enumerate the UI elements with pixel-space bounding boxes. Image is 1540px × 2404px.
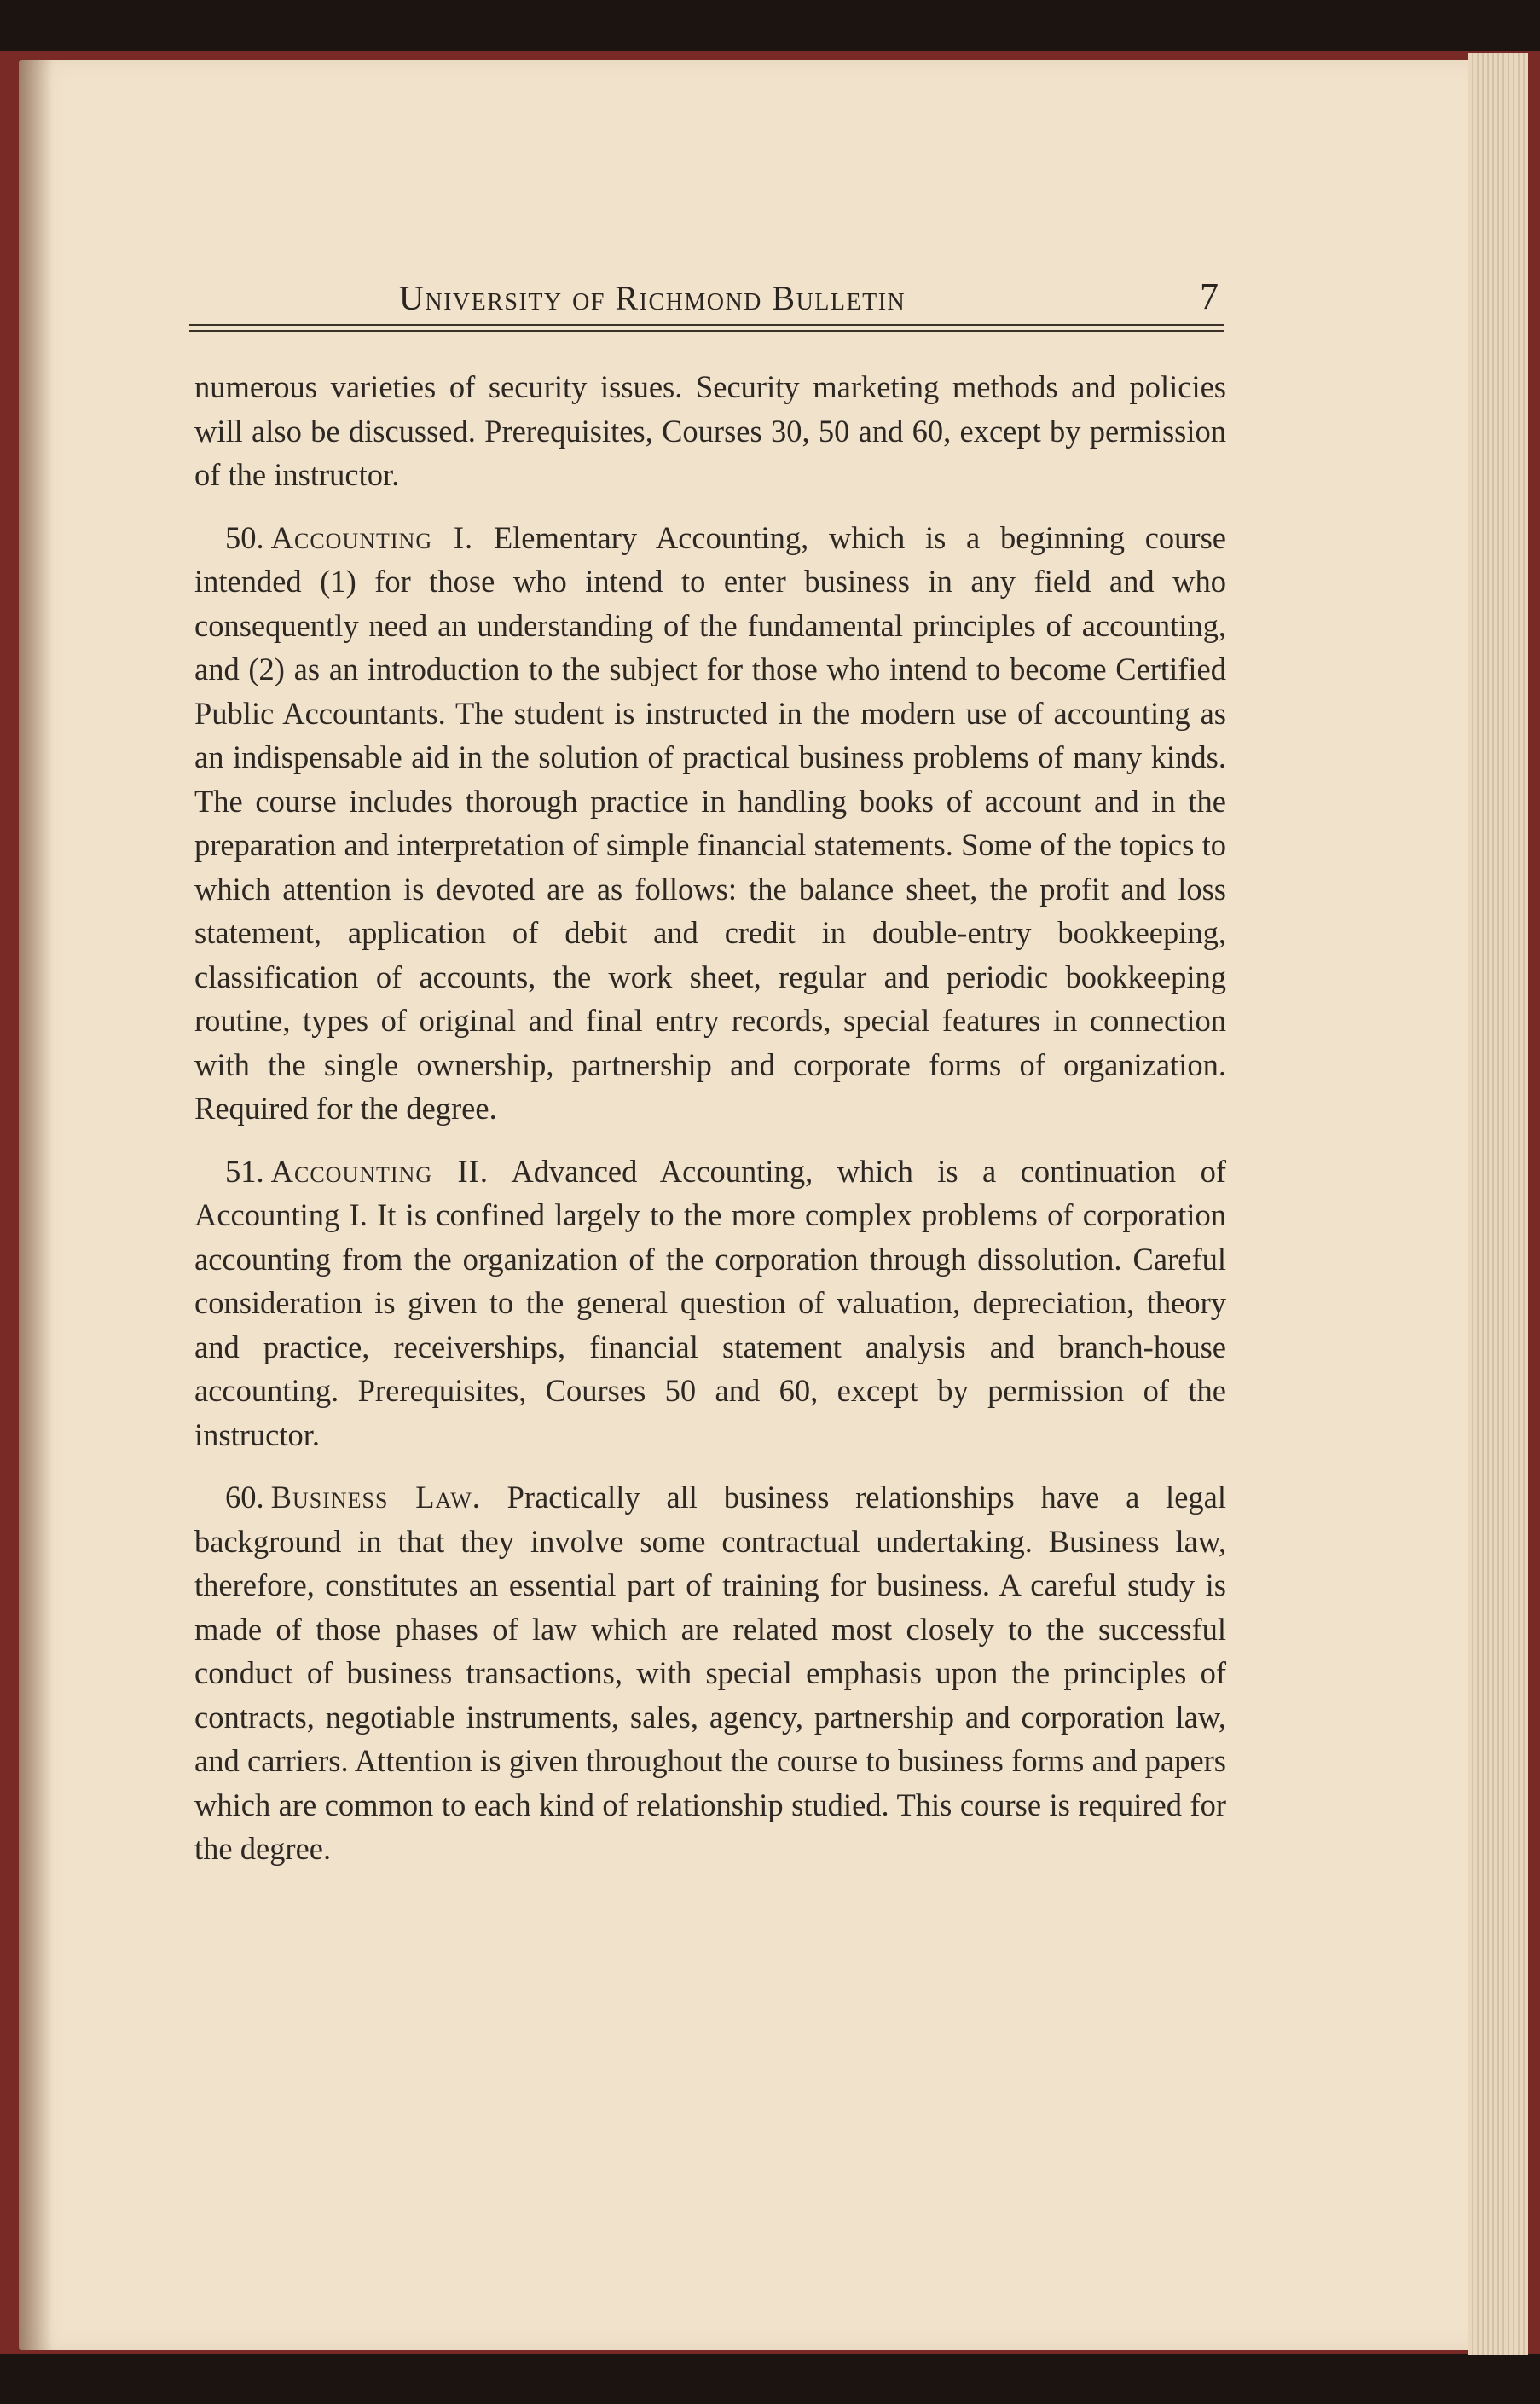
course-description: Advanced Accounting, which is a continuation of Accounting I. It is confined largely to the more complex problems of corporation accounting from the organization of the corporation through dissolution. Careful consideration is given to the general question of valuation, depreciation, theory and practice, receiverships, financial statement analysis and branch-house accounting. Prerequisites, Courses 50 and 60, except by permission of the instructor. — [194, 1153, 1226, 1452]
course-title: Accounting II. — [270, 1153, 489, 1189]
course-title: Business Law. — [270, 1480, 481, 1515]
page-edges — [1468, 53, 1528, 2355]
header-title: University of Richmond Bulletin — [399, 279, 906, 317]
page-number: 7 — [1200, 275, 1219, 317]
course-number: 60. — [225, 1480, 264, 1515]
course-number: 51. — [225, 1153, 264, 1189]
body-text — [194, 365, 1226, 1871]
course-paragraph-60 — [194, 1475, 1226, 1871]
course-paragraph-51 — [194, 1150, 1226, 1457]
running-header — [189, 271, 1224, 333]
header-rule-bottom — [189, 330, 1224, 332]
course-title: Accounting I. — [270, 519, 474, 555]
continuation-paragraph: numerous varieties of security issues. Security marketing methods and policies will also be discussed. Prerequisites, Courses 30, 50 and 60, except by permission of the instructor. — [194, 369, 1226, 492]
course-number: 50. — [225, 519, 264, 555]
spine-shadow — [19, 60, 53, 2350]
header-rule-top — [189, 324, 1224, 326]
course-description: Practically all business relationships have a legal background in that they involve some contractual undertaking. Business law, therefore, constitutes an essential part of training for business. A careful study is made of those phases of law which are related most closely to the successful conduct of business transactions, with special emphasis upon the principles of contracts, negotiable instruments, sales, agency, partnership and corporation law, and carriers. Attention is given throughout the course to business forms and papers which are common to each kind of relationship studied. This course is required for the degree. — [194, 1480, 1226, 1866]
course-paragraph-50 — [194, 516, 1226, 1131]
course-description: Elementary Accounting, which is a beginning course intended (1) for those who intend to enter business in any field and who consequently need an understanding of the fundamental principles of accounting, and (2) as an introduction to the subject for those who intend to become Certified Public Accountants. The student is instructed in the modern use of accounting as an indispensable aid in the solution of practical business problems of many kinds. The course includes thorough practice in handling books of account and in the preparation and interpretation of simple financial statements. Some of the topics to which attention is devoted are as follows: the balance sheet, the profit and loss statement, application of debit and credit in double-entry bookkeeping, classification of accounts, the work sheet, regular and periodic bookkeeping routine, types of original and final entry records, special features in connection with the single ownership, partnership and corporate forms of organization. Required for the degree. — [194, 519, 1226, 1126]
